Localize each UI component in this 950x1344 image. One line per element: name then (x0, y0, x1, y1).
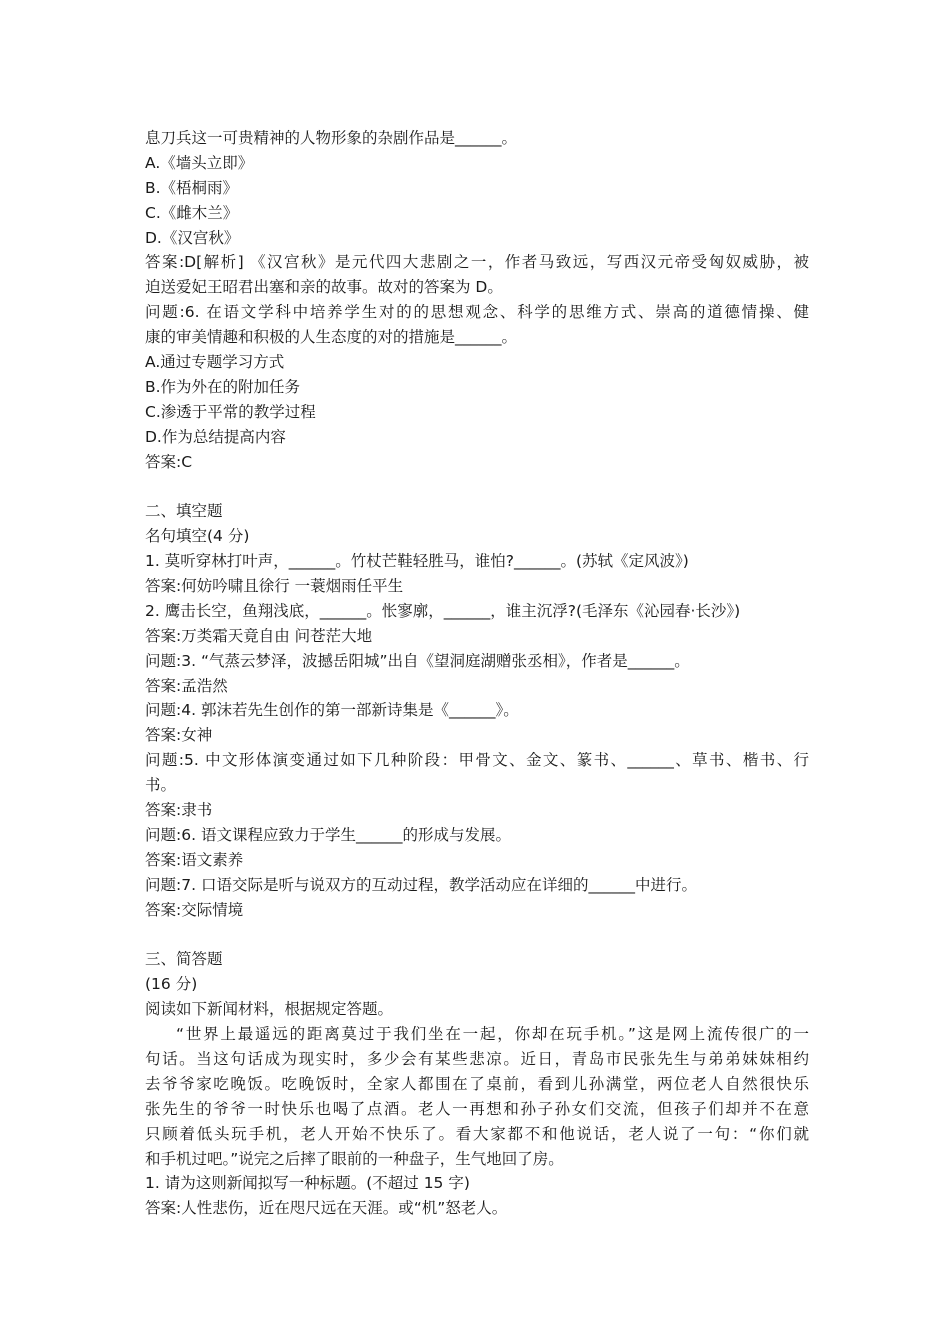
fill-6-question: 问题:6. 语文课程应致力于学生______的形成与发展。 (145, 825, 511, 844)
fill-5-answer: 答案:隶书 (145, 801, 213, 820)
blank-line (145, 923, 809, 948)
q5-option-a: A.《墙头立即》 (145, 153, 254, 172)
short-answer-instruction: 阅读如下新闻材料，根据规定答题。 (145, 1000, 394, 1019)
fill-2-question: 2. 鹰击长空，鱼翔浅底，______。怅寥廓，______，谁主沉浮?(毛泽东《沁园春·长沙》) (145, 601, 741, 620)
q5-option-b: B.《梧桐雨》 (145, 178, 239, 197)
news-paragraph-line-3: 去爷爷家吃晚饭。吃晚饭时，全家人都围在了桌前，看到儿孙满堂，两位老人自然很快乐 (145, 1074, 809, 1093)
fill-6-answer: 答案:语文素养 (145, 850, 244, 869)
question-5-stem-tail: 息刀兵这一可贵精神的人物形象的杂剧作品是______。 (145, 129, 518, 147)
fill-3-question: 问题:3. “气蒸云梦泽，波撼岳阳城”出自《望洞庭湖赠张丞相》，作者是______。 (145, 651, 690, 670)
short-q1-question: 1. 请为这则新闻拟写一种标题。(不超过 15 字) (145, 1174, 470, 1193)
q6-option-a: A.通过专题学习方式 (145, 353, 285, 372)
q6-option-c: C.渗透于平常的教学过程 (145, 402, 316, 421)
fill-5-question-line-1: 问题:5. 中文形体演变通过如下几种阶段：甲骨文、金文、篆书、______、草书、楷书、行 (145, 751, 809, 770)
q5-option-c: C.《雌木兰》 (145, 203, 239, 222)
blank-line (145, 474, 809, 499)
news-paragraph-line-4: 张先生的爷爷一时快乐也喝了点酒。老人一再想和孙子孙女们交流，但孩子们却并不在意 (145, 1099, 809, 1118)
section-3-heading: 三、简答题 (145, 950, 223, 969)
fill-3-answer: 答案:孟浩然 (145, 676, 228, 695)
fill-subheading: 名句填空(4 分) (145, 527, 250, 546)
fill-5-question-line-2: 书。 (145, 776, 177, 795)
section-2-heading: 二、填空题 (145, 502, 223, 521)
news-paragraph-line-2: 句话。当这句话成为现实时，多少会有某些悲凉。近日，青岛市民张先生与弟弟妹妹相约 (145, 1049, 809, 1068)
q5-answer-line-1: 答案:D[解析] 《汉宫秋》是元代四大悲剧之一，作者马致远，写西汉元帝受匈奴威胁，被 (145, 253, 809, 272)
document-page (145, 126, 809, 1221)
q5-option-d: D.《汉宫秋》 (145, 228, 240, 247)
q6-option-b: B.作为外在的附加任务 (145, 377, 301, 396)
short-q1-answer: 答案:人性悲伤，近在咫尺远在天涯。或“机”怒老人。 (145, 1199, 508, 1218)
fill-2-answer: 答案:万类霜天竟自由 问苍茫大地 (145, 626, 373, 645)
short-answer-score: (16 分) (145, 975, 198, 994)
q6-answer: 答案:C (145, 452, 193, 471)
fill-7-question: 问题:7. 口语交际是听与说双方的互动过程，教学活动应在详细的______中进行。 (145, 875, 697, 894)
fill-1-question: 1. 莫听穿林打叶声，______。竹杖芒鞋轻胜马，谁怕?______。(苏轼《定风波》) (145, 552, 689, 571)
news-paragraph-line-6: 和手机过吧。”说完之后摔了眼前的一种盘子，生气地回了房。 (145, 1149, 564, 1168)
q6-stem-line-1: 问题:6. 在语文学科中培养学生对的的思想观念、科学的思维方式、崇高的道德情操、健 (145, 303, 809, 322)
fill-4-answer: 答案:女神 (145, 726, 213, 745)
q6-option-d: D.作为总结提高内容 (145, 427, 286, 446)
fill-4-question: 问题:4. 郭沫若先生创作的第一部新诗集是《______》。 (145, 701, 519, 720)
news-paragraph-line-1: “世界上最遥远的距离莫过于我们坐在一起，你却在玩手机。”这是网上流传很广的一 (176, 1025, 809, 1044)
fill-7-answer: 答案:交际情境 (145, 900, 244, 919)
news-paragraph-line-5: 只顾着低头玩手机，老人开始不快乐了。看大家都不和他说话，老人说了一句：“你们就 (145, 1124, 809, 1143)
q6-stem-line-2: 康的审美情趣和积极的人生态度的对的措施是______。 (145, 328, 518, 347)
fill-1-answer: 答案:何妨吟啸且徐行 一蓑烟雨任平生 (145, 577, 404, 596)
q5-answer-line-2: 迫送爱妃王昭君出塞和亲的故事。故对的答案为 D。 (145, 278, 503, 297)
